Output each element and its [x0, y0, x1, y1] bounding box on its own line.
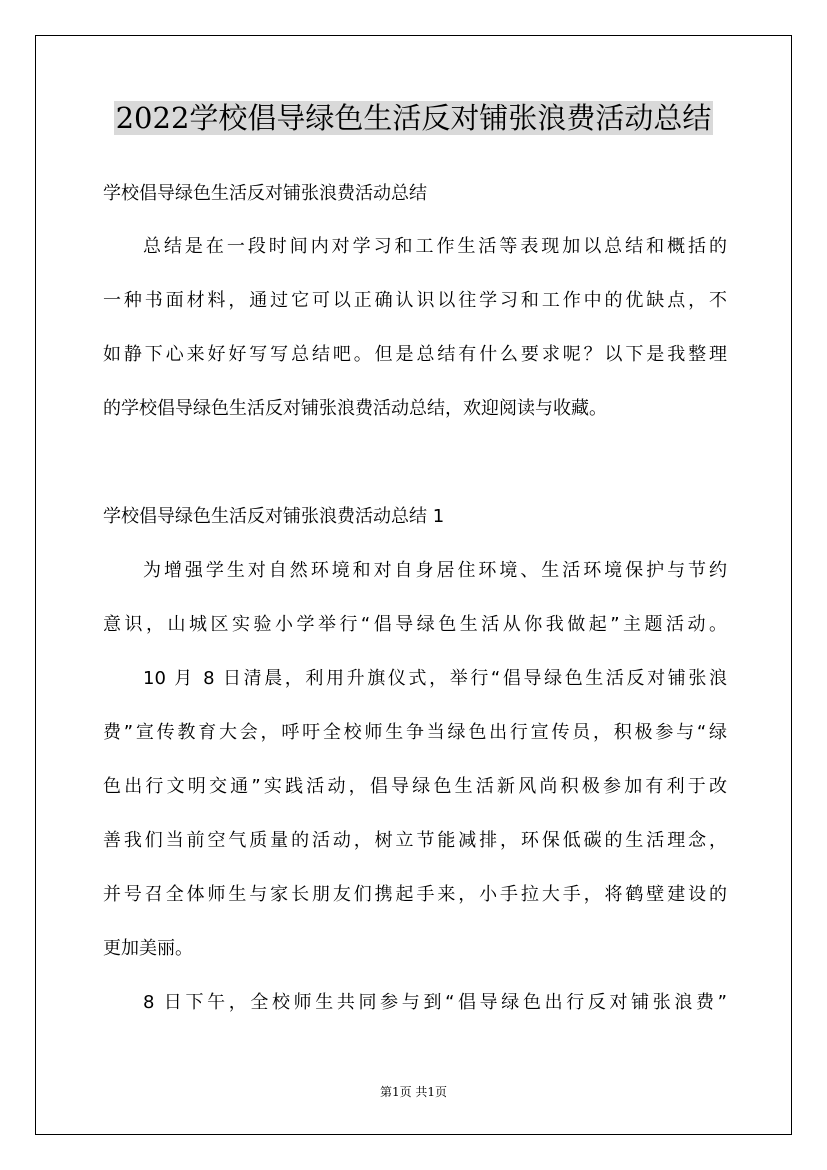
intro-line: 的学校倡导绿色生活反对铺张浪费活动总结，欢迎阅读与收藏。: [103, 398, 607, 419]
intro-line: 一种书面材料，通过它可以正确认识以往学习和工作中的优缺点，不: [103, 290, 727, 311]
paragraph-line: 更加美丽。: [103, 938, 193, 959]
paragraph-line: 色出行文明交通”实践活动，倡导绿色生活新风尚积极参加有利于改: [103, 776, 727, 797]
intro-line: 总结是在一段时间内对学习和工作生活等表现加以总结和概括的: [143, 236, 727, 257]
page-number: 第1页 共1页: [379, 1085, 448, 1099]
paragraph-line: 费”宣传教育大会，呼吁全校师生争当绿色出行宣传员，积极参与“绿: [103, 722, 727, 743]
paragraph-line: 为增强学生对自然环境和对自身居住环境、生活环境保护与节约: [143, 560, 727, 581]
subtitle: 学校倡导绿色生活反对铺张浪费活动总结: [103, 183, 427, 204]
section-heading: 学校倡导绿色生活反对铺张浪费活动总结 1: [103, 506, 445, 527]
document-title: [0, 96, 827, 140]
intro-line: 如静下心来好好写写总结吧。但是总结有什么要求呢？以下是我整理: [103, 344, 727, 365]
document-title-text: 2022学校倡导绿色生活反对铺张浪费活动总结: [115, 101, 712, 135]
paragraph-line: 10 月 8 日清晨，利用升旗仪式，举行“倡导绿色生活反对铺张浪: [143, 668, 727, 689]
paragraph-line: 善我们当前空气质量的活动，树立节能减排，环保低碳的生活理念，: [103, 830, 727, 851]
paragraph-line: 8 日下午，全校师生共同参与到“倡导绿色出行反对铺张浪费”: [143, 992, 727, 1013]
paragraph-line: 并号召全体师生与家长朋友们携起手来，小手拉大手，将鹤壁建设的: [103, 884, 727, 905]
paragraph-line: 意识，山城区实验小学举行“倡导绿色生活从你我做起”主题活动。: [103, 614, 727, 635]
